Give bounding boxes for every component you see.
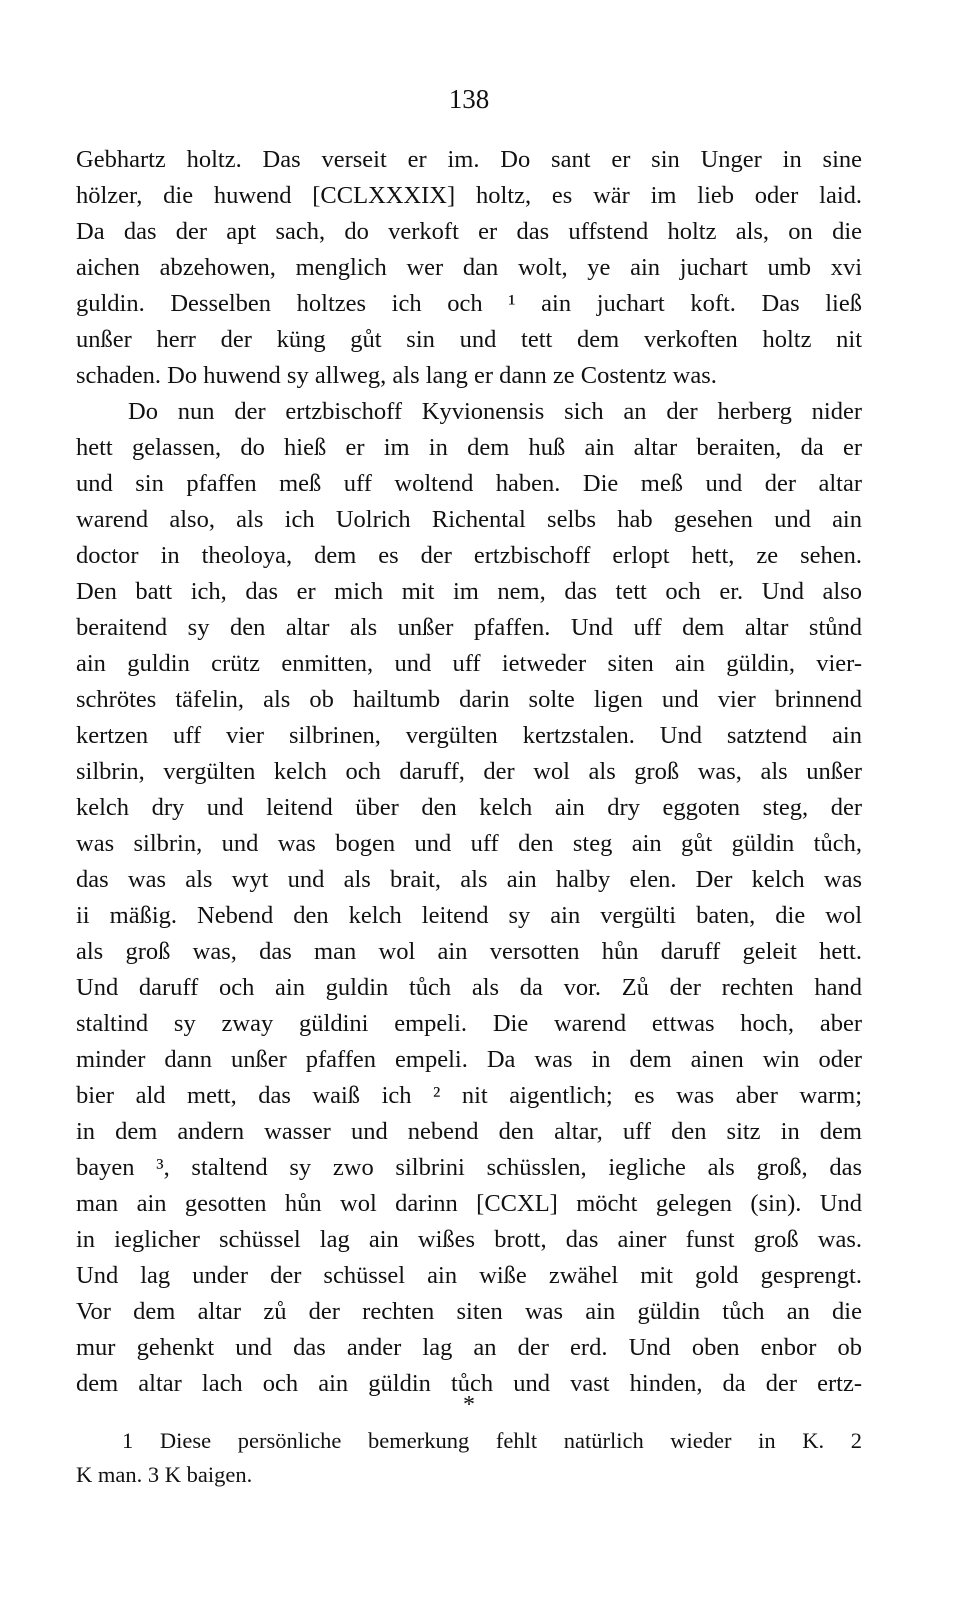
text-line: doctor in theoloya, dem es der ertzbischoff erlopt hett, ze sehen. (76, 542, 862, 569)
text-line: Gebhartz holtz. Das verseit er im. Do sant er sin Unger in sine (76, 146, 862, 173)
text-line: kertzen uff vier silbrinen, vergülten kertzstalen. Und satztend ain (76, 722, 862, 749)
text-line: und sin pfaffen meß uff woltend haben. Die meß und der altar (76, 470, 862, 497)
text-line: mur gehenkt und das ander lag an der erd. Und oben enbor ob (76, 1334, 862, 1361)
text-line: staltind sy zway güldini empeli. Die warend ettwas hoch, aber (76, 1010, 862, 1037)
text-line: schrötes täfelin, als ob hailtumb darin solte ligen und vier brinnend (76, 686, 862, 713)
footnote-line: 1 Diese persönliche bemerkung fehlt natürlich wieder in K. 2 (122, 1428, 862, 1453)
text-line: Und lag under der schüssel ain wiße zwähel mit gold gesprengt. (76, 1262, 862, 1289)
text-line: silbrin, vergülten kelch och daruff, der wol als groß was, als unßer (76, 758, 862, 785)
text-line: hölzer, die huwend [CCLXXXIX] holtz, es wär im lieb oder laid. (76, 182, 862, 209)
text-line: ii mäßig. Nebend den kelch leitend sy ain vergülti baten, die wol (76, 902, 862, 929)
page-number: 138 (448, 84, 490, 114)
body-text (76, 142, 862, 1402)
text-line: Do nun der ertzbischoff Kyvionensis sich an der herberg nider (128, 398, 862, 425)
text-line: bayen ³, staltend sy zwo silbrini schüsslen, iegliche als groß, das (76, 1154, 862, 1181)
text-line: kelch dry und leitend über den kelch ain dry eggoten steg, der (76, 794, 862, 821)
text-line: in ieglicher schüssel lag ain wißes brott, das ainer funst groß was. (76, 1226, 862, 1253)
text-line: guldin. Desselben holtzes ich och ¹ ain juchart koft. Das ließ (76, 290, 862, 317)
text-line: Und daruff och ain guldin tůch als da vor. Zů der rechten hand (76, 974, 862, 1001)
footnote-line: K man. 3 K baigen. (76, 1462, 253, 1487)
text-line: als groß was, das man wol ain versotten hůn daruff geleit hett. (76, 938, 862, 965)
text-line: warend also, als ich Uolrich Richental selbs hab gesehen und ain (76, 506, 862, 533)
text-line: Vor dem altar zů der rechten siten was ain güldin tůch an die (76, 1298, 862, 1325)
text-line: schaden. Do huwend sy allweg, als lang er dann ze Costentz was. (76, 362, 717, 389)
text-line: aichen abzehowen, menglich wer dan wolt, ye ain juchart umb xvi (76, 254, 862, 281)
text-line: dem altar lach och ain güldin tůch und vast hinden, da der ertz- (76, 1370, 862, 1397)
text-line: unßer herr der küng gůt sin und tett dem verkoften holtz nit (76, 326, 862, 353)
footnotes (76, 1424, 862, 1492)
text-line: was silbrin, und was bogen und uff den steg ain gůt güldin tůch, (76, 830, 862, 857)
text-line: hett gelassen, do hieß er im in dem huß ain altar beraiten, da er (76, 434, 862, 461)
text-line: minder dann unßer pfaffen empeli. Da was in dem ainen win oder (76, 1046, 862, 1073)
text-line: Den batt ich, das er mich mit im nem, das tett och er. Und also (76, 578, 862, 605)
text-line: in dem andern wasser und nebend den altar, uff den sitz in dem (76, 1118, 862, 1145)
text-line: beraitend sy den altar als unßer pfaffen. Und uff dem altar stůnd (76, 614, 862, 641)
text-line: bier ald mett, das waiß ich ² nit aigentlich; es was aber warm; (76, 1082, 862, 1109)
text-line: Da das der apt sach, do verkoft er das uffstend holtz als, on die (76, 218, 862, 245)
text-line: ain guldin crütz enmitten, und uff ietweder siten ain güldin, vier- (76, 650, 862, 677)
text-line: man ain gesotten hůn wol darinn [CCXL] möcht gelegen (sin). Und (76, 1190, 862, 1217)
footnote-separator-mark: * (463, 1392, 475, 1418)
text-line: das was als wyt und als brait, als ain halby elen. Der kelch was (76, 866, 862, 893)
